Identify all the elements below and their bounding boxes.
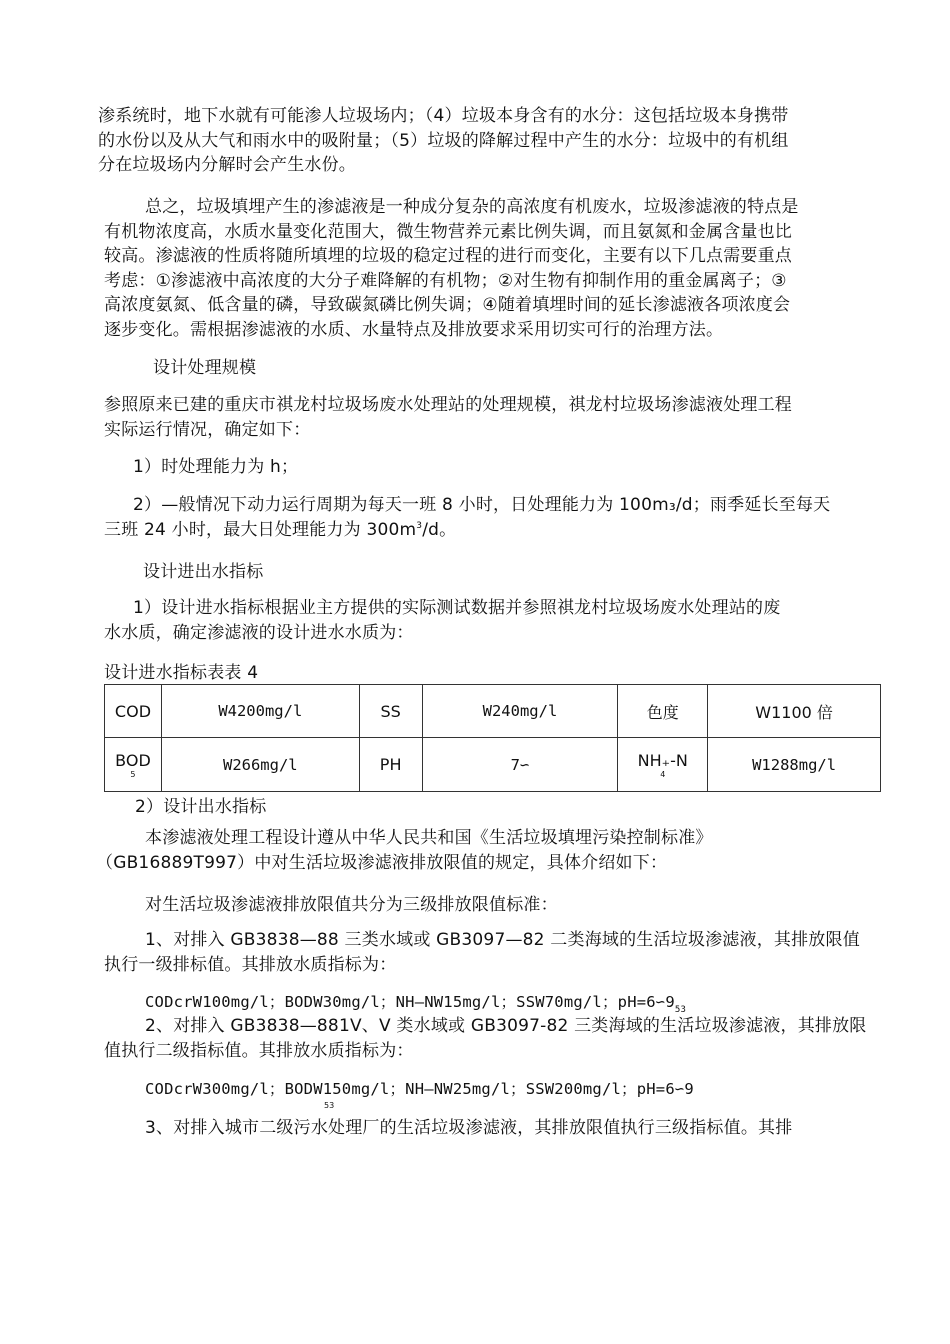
cell-text: NH₊-N — [637, 750, 688, 770]
text-fragment: 三班 24 小时，最大日处理能力为 300m — [104, 519, 417, 540]
paragraph-summary — [104, 195, 799, 342]
list-item-hourly-capacity: 1）时处理能力为 h； — [133, 457, 299, 477]
level-2-values: CODcrW300mg/l；BODW150mg/l；NH—NW25mg/l；SSW200mg/l；pH=6∽9 — [145, 1080, 694, 1098]
cell-text: W266mg/l — [222, 755, 298, 774]
superscript: 3 — [416, 520, 423, 531]
paragraph-level-3: 3、对排入城市二级污水处理厂的生活垃圾渗滤液，其排放限值执行三级指标值。其排 — [145, 1118, 793, 1138]
text-line: 的水份以及从大气和雨水中的吸附量；（5）垃圾的降解过程中产生的水分：垃圾中的有机组 — [98, 130, 789, 151]
cell-text: 色度 — [646, 702, 679, 722]
text-line: 总之，垃圾填埋产生的渗滤液是一种成分复杂的高浓度有机废水，垃圾渗滤液的特点是 — [145, 197, 799, 217]
heading-design-index: 设计进出水指标 — [143, 562, 264, 582]
text-line: 水水质，确定渗滤液的设计进水水质为： — [104, 622, 414, 643]
paragraph-standard-intro — [96, 826, 713, 875]
text-line: 分在垃圾场内分解时会产生水份。 — [98, 155, 356, 175]
heading-design-scale: 设计处理规模 — [153, 358, 257, 378]
text-line — [104, 518, 830, 546]
text-line: 2、对排入 GB3838—881V、V 类水域或 GB3097-82 三类海域的生活垃圾渗滤液，其排放限 — [145, 1016, 867, 1036]
subscript: 4 — [660, 769, 666, 779]
text-line: 有机物浓度高，水质水量变化范围大，微生物营养元素比例失调，而且氨氮和金属含量也比 — [104, 221, 792, 242]
text-line: 逐步变化。需根据渗滤液的水质、水量特点及排放要求采用切实可行的治理方法。 — [104, 319, 724, 340]
text-line: 值执行二级指标值。其排放水质指标为： — [104, 1040, 414, 1061]
text-line: 较高。渗滤液的性质将随所填埋的垃圾的稳定过程的进行而变化，主要有以下几点需要重点 — [104, 246, 792, 266]
table-cell — [359, 685, 422, 738]
text-fragment: /d。 — [422, 519, 457, 540]
subscript: 5 — [130, 769, 136, 779]
list-item-operation-cycle — [104, 493, 830, 545]
text-line: 执行一级排标值。其排放水质指标为： — [104, 954, 397, 975]
paragraph-intro — [98, 104, 789, 178]
paragraph-inflow-intro — [104, 596, 780, 645]
table-cell — [359, 738, 422, 792]
text-line: 考虑：①渗滤液中高浓度的大分子难降解的有机物；②对生物有抑制作用的重金属离子；③ — [104, 270, 787, 291]
cell-text: W240mg/l — [482, 702, 558, 720]
text-line: 本渗滤液处理工程设计遵从中华人民共和国《生活垃圾填埋污染控制标准》 — [145, 828, 713, 848]
text-line: 2）—般情况下动力运行周期为每天一班 8 小时，日处理能力为 100m₃/d；雨季延长至每天 — [133, 495, 831, 515]
text-line: 参照原来已建的重庆市祺龙村垃圾场废水处理站的处理规模，祺龙村垃圾场渗滤液处理工程 — [104, 395, 792, 415]
text-line: 渗系统时，地下水就有可能渗人垃圾场内；（4）垃圾本身含有的水分：这包括垃圾本身携带 — [98, 106, 789, 126]
table-cell — [618, 685, 708, 738]
table-cell — [161, 738, 359, 792]
cell-text: BOD — [115, 750, 151, 770]
table-caption: 设计进水指标表表 4 — [104, 663, 259, 683]
inflow-index-table — [104, 684, 881, 792]
paragraph-level-1 — [104, 928, 860, 977]
text-fragment: CODcrW100mg/l；BODW30mg/l；NH—NW15mg/l；SSW70mg/l；pH=6∽9 — [145, 993, 675, 1011]
cell-text: SS — [380, 701, 401, 721]
paragraph-scale-reference — [104, 393, 792, 442]
cell-text: W1100 倍 — [755, 702, 833, 722]
text-line: 1、对排入 GB3838—88 三类水域或 GB3097—82 二类海域的生活垃圾渗滤液，其排放限值 — [145, 930, 860, 950]
table-cell — [708, 738, 881, 792]
text-line: 高浓度氨氮、低含量的磷，导致碳氮磷比例失调；④随着填埋时间的延长渗滤液各项浓度会 — [104, 295, 791, 315]
text-line: 实际运行情况，确定如下： — [104, 419, 311, 440]
paragraph-level-2 — [104, 1014, 867, 1063]
heading-outflow-index: 2）设计出水指标 — [135, 797, 267, 817]
table-cell — [422, 685, 618, 738]
paragraph-three-levels: 对生活垃圾渗滤液排放限值共分为三级排放限值标准： — [145, 895, 558, 915]
cell-text: W4200mg/l — [218, 702, 303, 720]
table-cell — [618, 738, 708, 792]
text-line: （GB16889T997）中对生活垃圾渗滤液排放限值的规定，具体介绍如下： — [96, 852, 668, 873]
table-cell — [708, 685, 881, 738]
text-line: 1）设计进水指标根据业主方提供的实际测试数据并参照祺龙村垃圾场废水处理站的废 — [133, 598, 781, 618]
cell-text: W1288mg/l — [752, 755, 837, 774]
table-cell — [105, 685, 162, 738]
page-marker: 53 — [324, 1101, 335, 1110]
table-row — [105, 685, 881, 738]
subscript: 53 — [674, 1005, 687, 1015]
table-cell — [422, 738, 618, 792]
cell-text: PH — [379, 755, 402, 774]
table-row — [105, 738, 881, 792]
table-cell — [161, 685, 359, 738]
cell-text: 7∽ — [510, 755, 530, 774]
table-cell — [105, 738, 162, 792]
cell-text: COD — [114, 701, 152, 721]
